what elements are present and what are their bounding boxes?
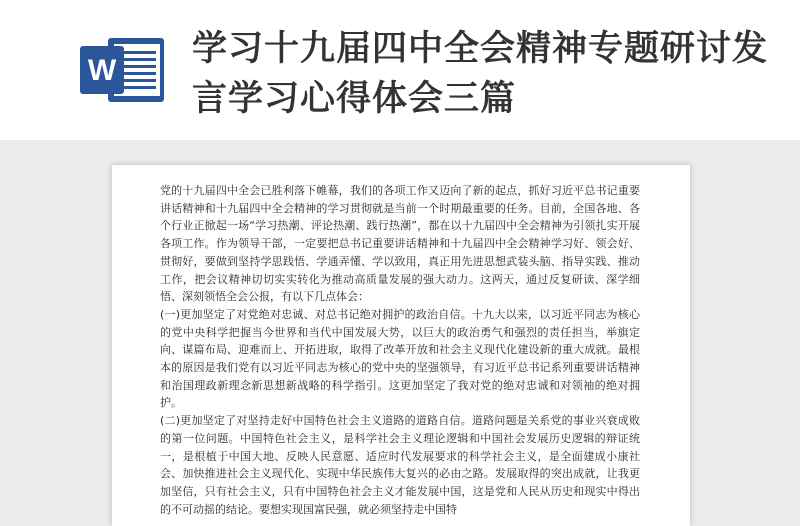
document-body bbox=[160, 182, 640, 518]
paragraph: (一)更加坚定了对党绝对忠诚、对总书记绝对拥护的政治自信。十九大以来，以习近平同志为核心的党中央科学把握当今世界和当代中国发展大势，以巨大的政治勇气和强烈的责任担当，举旗定向、谋篇布局、迎难而上、开拓进取，取得了改革开放和社会主义现代化建设新的重大成就。最根本的原因是我们党有以习近平同志为核心的党中央的坚强领导，有习近平总书记系列重要讲话精神和治国理政新理念新思想新战略的科学指引。这更加坚定了我对党的绝对忠诚和对领袖的绝对拥护。 bbox=[160, 307, 640, 410]
paragraph: (二)更加坚定了对坚持走好中国特色社会主义道路的道路自信。道路问题是关系党的事业兴衰成败的第一位问题。中国特色社会主义，是科学社会主义理论逻辑和中国社会发展历史逻辑的辩证统一，是根植于中国大地、反映人民意愿、适应时代发展要求的科学社会主义，是全面建成小康社会、加快推进社会主义现代化、实现中华民族伟大复兴的必由之路。发展取得的突出成就，让我更加坚信，只有社会主义，只有中国特色社会主义才能发展中国，这是党和人民从历史和现实中得出的不可动摇的结论。要想实现国富民强，就必须坚持走中国特 bbox=[160, 414, 640, 516]
word-icon-letter: W bbox=[87, 54, 117, 87]
page-title: 学习十九届四中全会精神专题研讨发言学习心得体会三篇 bbox=[192, 29, 769, 119]
document-page bbox=[112, 165, 690, 526]
header bbox=[0, 0, 800, 140]
word-document-icon bbox=[78, 34, 166, 106]
paragraph: 党的十九届四中全会已胜利落下帷幕，我们的各项工作又迈向了新的起点，抓好习近平总书记重要讲话精神和十九届四中全会精神的学习贯彻就是当前一个时期最重要的任务。目前，全国各地、各个行业正掀起一场“学习热潮、评论热潮、践行热潮”，都在以十九届四中全会精神为引领扎实开展各项工作。作为领导干部，一定要把总书记重要讲话精神和十九届四中全会精神学习好、领会好、贯彻好，要做到坚持学思践悟、学通弄懂、学以致用，真正用先进思想武装头脑、指导实践、推动工作，把会议精神切切实实转化为推动高质量发展的强大动力。这两天，通过反复研读、深学细悟、深刻领悟全会公报，有以下几点体会： bbox=[160, 184, 640, 304]
